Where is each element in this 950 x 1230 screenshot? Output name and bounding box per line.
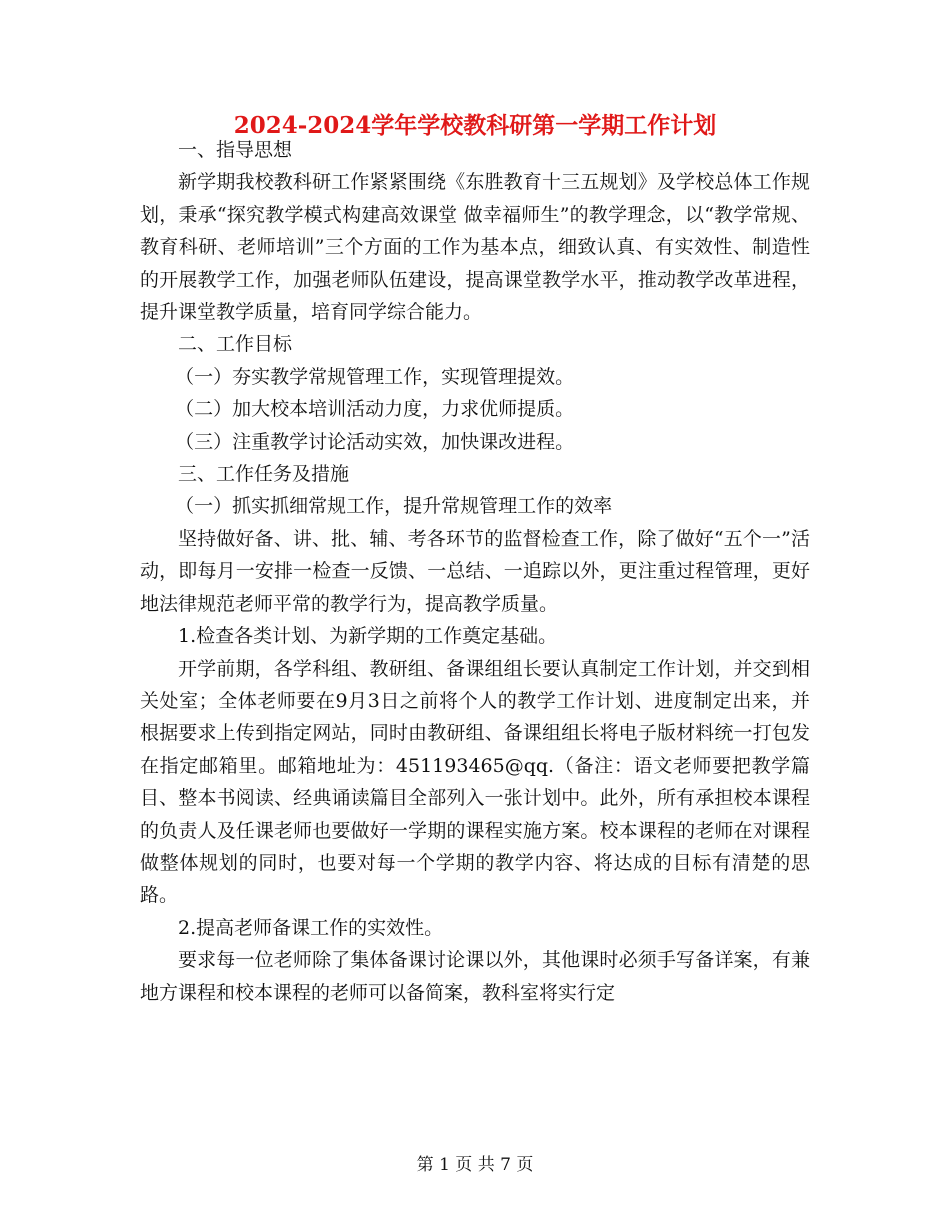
body-paragraph: 新学期我校教科研工作紧紧围绕《东胜教育十三五规划》及学校总体工作规划，秉承“探究教学模式构建高效课堂 做幸福师生”的教学理念，以“教学常规、教育科研、老师培训”三个方面的工作为基本点，细致认真、有实效性、制造性的开展教学工作，加强老师队伍建设，提高课堂教学水平，推动教学改革进程，提升课堂教学质量，培育同学综合能力。: [140, 171, 810, 324]
section-heading: 二、工作目标: [178, 333, 293, 356]
body-paragraph: 要求每一位老师除了集体备课讨论课以外，其他课时必须手写备详案，有兼地方课程和校本课程的老师可以备简案，教科室将实行定: [140, 949, 810, 1004]
numbered-heading: 1.检查各类计划、为新学期的工作奠定基础。: [178, 625, 558, 648]
page-footer: 第 1 页 共 7 页: [416, 1155, 534, 1175]
body-paragraph: 开学前期，各学科组、教研组、备课组组长要认真制定工作计划，并交到相关处室；全体老师要在9月3日之前将个人的教学工作计划、进度制定出来，并根据要求上传到指定网站，同时由教研组、备课组组长将电子版材料统一打包发在指定邮箱里。邮箱地址为：451193465@qq.（备注：语文老师要把教学篇目、整本书阅读、经典诵读篇目全部列入一张计划中。此外，所有承担校本课程的负责人及任课老师也要做好一学期的课程实施方案。校本课程的老师在对课程做整体规划的同时，也要对每一个学期的教学内容、将达成的目标有清楚的思路。: [140, 657, 810, 907]
subsection-heading: （一）抓实抓细常规工作，提升常规管理工作的效率: [175, 495, 613, 518]
goal-item: （一）夯实教学常规管理工作，实现管理提效。: [175, 365, 575, 388]
numbered-heading: 2.提高老师备课工作的实效性。: [178, 916, 444, 939]
document-title: 2024-2024学年学校教科研第一学期工作计划: [233, 112, 717, 139]
goal-item: （三）注重教学讨论活动实效，加快课改进程。: [175, 430, 575, 453]
body-paragraph: 坚持做好备、讲、批、辅、考各环节的监督检查工作，除了做好“五个一”活动，即每月一安排一检查一反馈、一总结、一追踪以外，更注重过程管理，更好地法律规范老师平常的教学行为，提高教学质量。: [140, 527, 810, 615]
goal-item: （二）加大校本培训活动力度，力求优师提质。: [175, 398, 575, 421]
document-body: [140, 134, 810, 1009]
section-heading: 三、工作任务及措施: [178, 463, 350, 486]
section-heading: 一、指导思想: [178, 139, 293, 161]
